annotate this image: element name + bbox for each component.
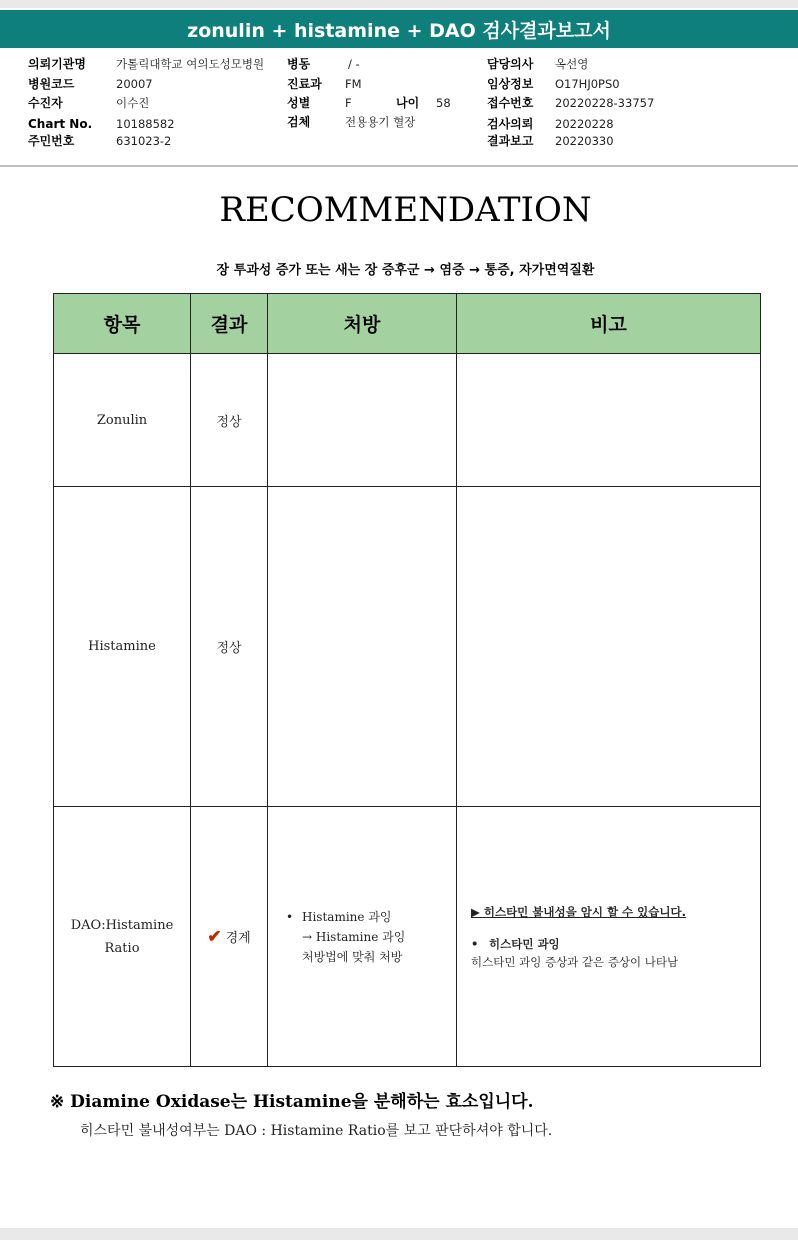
result-histamine: 정상 bbox=[191, 487, 268, 807]
note-subtitle: 히스타민 과잉 bbox=[489, 936, 560, 951]
item-histamine: Histamine bbox=[54, 487, 191, 807]
note-subtitle-row bbox=[471, 935, 748, 953]
header-result: 결과 bbox=[191, 294, 268, 354]
footer-note-sub: 히스타민 불내성여부는 DAO : Histamine Ratio를 보고 판단하셔야 합니다. bbox=[80, 1123, 553, 1139]
label-result-report: 결과보고 bbox=[487, 134, 534, 148]
item-dao-line2: Ratio bbox=[104, 940, 140, 956]
note-dao-ratio bbox=[457, 807, 761, 1067]
value-result-report: 20220330 bbox=[555, 134, 614, 148]
label-resident-no: 주민번호 bbox=[28, 134, 75, 148]
recommendation-table bbox=[53, 293, 761, 1067]
prescription-dao-ratio bbox=[268, 807, 457, 1067]
prescription-line1: Histamine 과잉 bbox=[302, 909, 392, 924]
label-receipt-no: 접수번호 bbox=[487, 96, 534, 110]
value-institution: 가톨릭대학교 여의도성모병원 bbox=[116, 57, 265, 71]
value-department: FM bbox=[345, 77, 362, 91]
result-dao-ratio bbox=[191, 807, 268, 1067]
report-title: zonulin + histamine + DAO 검사결과보고서 bbox=[0, 10, 798, 48]
value-sex: F bbox=[345, 96, 352, 110]
value-test-request: 20220228 bbox=[555, 117, 614, 131]
header-note: 비고 bbox=[457, 294, 761, 354]
label-clinical-info: 임상정보 bbox=[487, 77, 534, 91]
recommendation-title: RECOMMENDATION bbox=[219, 190, 592, 230]
result-zonulin: 정상 bbox=[191, 354, 268, 487]
patient-info bbox=[0, 48, 798, 166]
table-row bbox=[54, 354, 761, 487]
label-ward: 병동 bbox=[287, 57, 311, 71]
value-specimen: 전용용기 혈장 bbox=[345, 115, 416, 129]
result-dao-text: 경계 bbox=[225, 930, 251, 946]
value-chart-no: 10188582 bbox=[116, 117, 175, 131]
table-row bbox=[54, 487, 761, 807]
header-item: 항목 bbox=[54, 294, 191, 354]
check-icon: ✔ bbox=[207, 926, 222, 947]
top-strip bbox=[0, 0, 798, 8]
value-clinical-info: O17HJ0PS0 bbox=[555, 77, 620, 91]
value-age: 58 bbox=[436, 96, 451, 110]
table-row bbox=[54, 807, 761, 1067]
value-ward: / - bbox=[348, 57, 360, 71]
label-department: 진료과 bbox=[287, 77, 322, 91]
value-doctor: 옥선영 bbox=[555, 57, 589, 71]
bullet-icon: • bbox=[286, 909, 294, 924]
bullet-icon: • bbox=[471, 936, 479, 951]
prescription-histamine bbox=[268, 487, 457, 807]
value-resident-no: 631023-2 bbox=[116, 134, 172, 148]
header-prescription: 처방 bbox=[268, 294, 457, 354]
label-institution: 의뢰기관명 bbox=[28, 57, 86, 71]
prescription-zonulin bbox=[268, 354, 457, 487]
subtitle: 장 투과성 증가 또는 새는 장 증후군 → 염증 → 통증, 자가면역질환 bbox=[216, 263, 595, 278]
prescription-line3: 처방법에 맞춰 처방 bbox=[302, 949, 403, 964]
note-text: 히스타민 과잉 증상과 같은 증상이 나타남 bbox=[471, 954, 679, 969]
label-doctor: 담당의사 bbox=[487, 57, 534, 71]
label-sex: 성별 bbox=[287, 96, 311, 110]
label-test-request: 검사의뢰 bbox=[487, 117, 534, 131]
value-patient: 이수진 bbox=[116, 96, 150, 110]
divider bbox=[0, 165, 798, 167]
label-chart-no: Chart No. bbox=[28, 117, 93, 131]
label-hospital-code: 병원코드 bbox=[28, 77, 75, 91]
label-patient: 수진자 bbox=[28, 96, 63, 110]
value-receipt-no: 20220228-33757 bbox=[555, 96, 655, 110]
table-header-row bbox=[54, 294, 761, 354]
footer-note-main: ※ Diamine Oxidase는 Histamine을 분해하는 효소입니다. bbox=[50, 1092, 534, 1112]
prescription-line2: → Histamine 과잉 bbox=[302, 929, 406, 944]
item-dao-line1: DAO:Histamine bbox=[70, 917, 174, 933]
item-zonulin: Zonulin bbox=[54, 354, 191, 487]
value-hospital-code: 20007 bbox=[116, 77, 153, 91]
note-heading: ▶ 히스타민 불내성을 암시 할 수 있습니다. bbox=[471, 904, 686, 919]
note-zonulin bbox=[457, 354, 761, 487]
note-histamine bbox=[457, 487, 761, 807]
item-dao-ratio bbox=[54, 807, 191, 1067]
bottom-strip bbox=[0, 1228, 798, 1240]
label-age: 나이 bbox=[396, 96, 420, 110]
label-specimen: 검체 bbox=[287, 115, 311, 129]
